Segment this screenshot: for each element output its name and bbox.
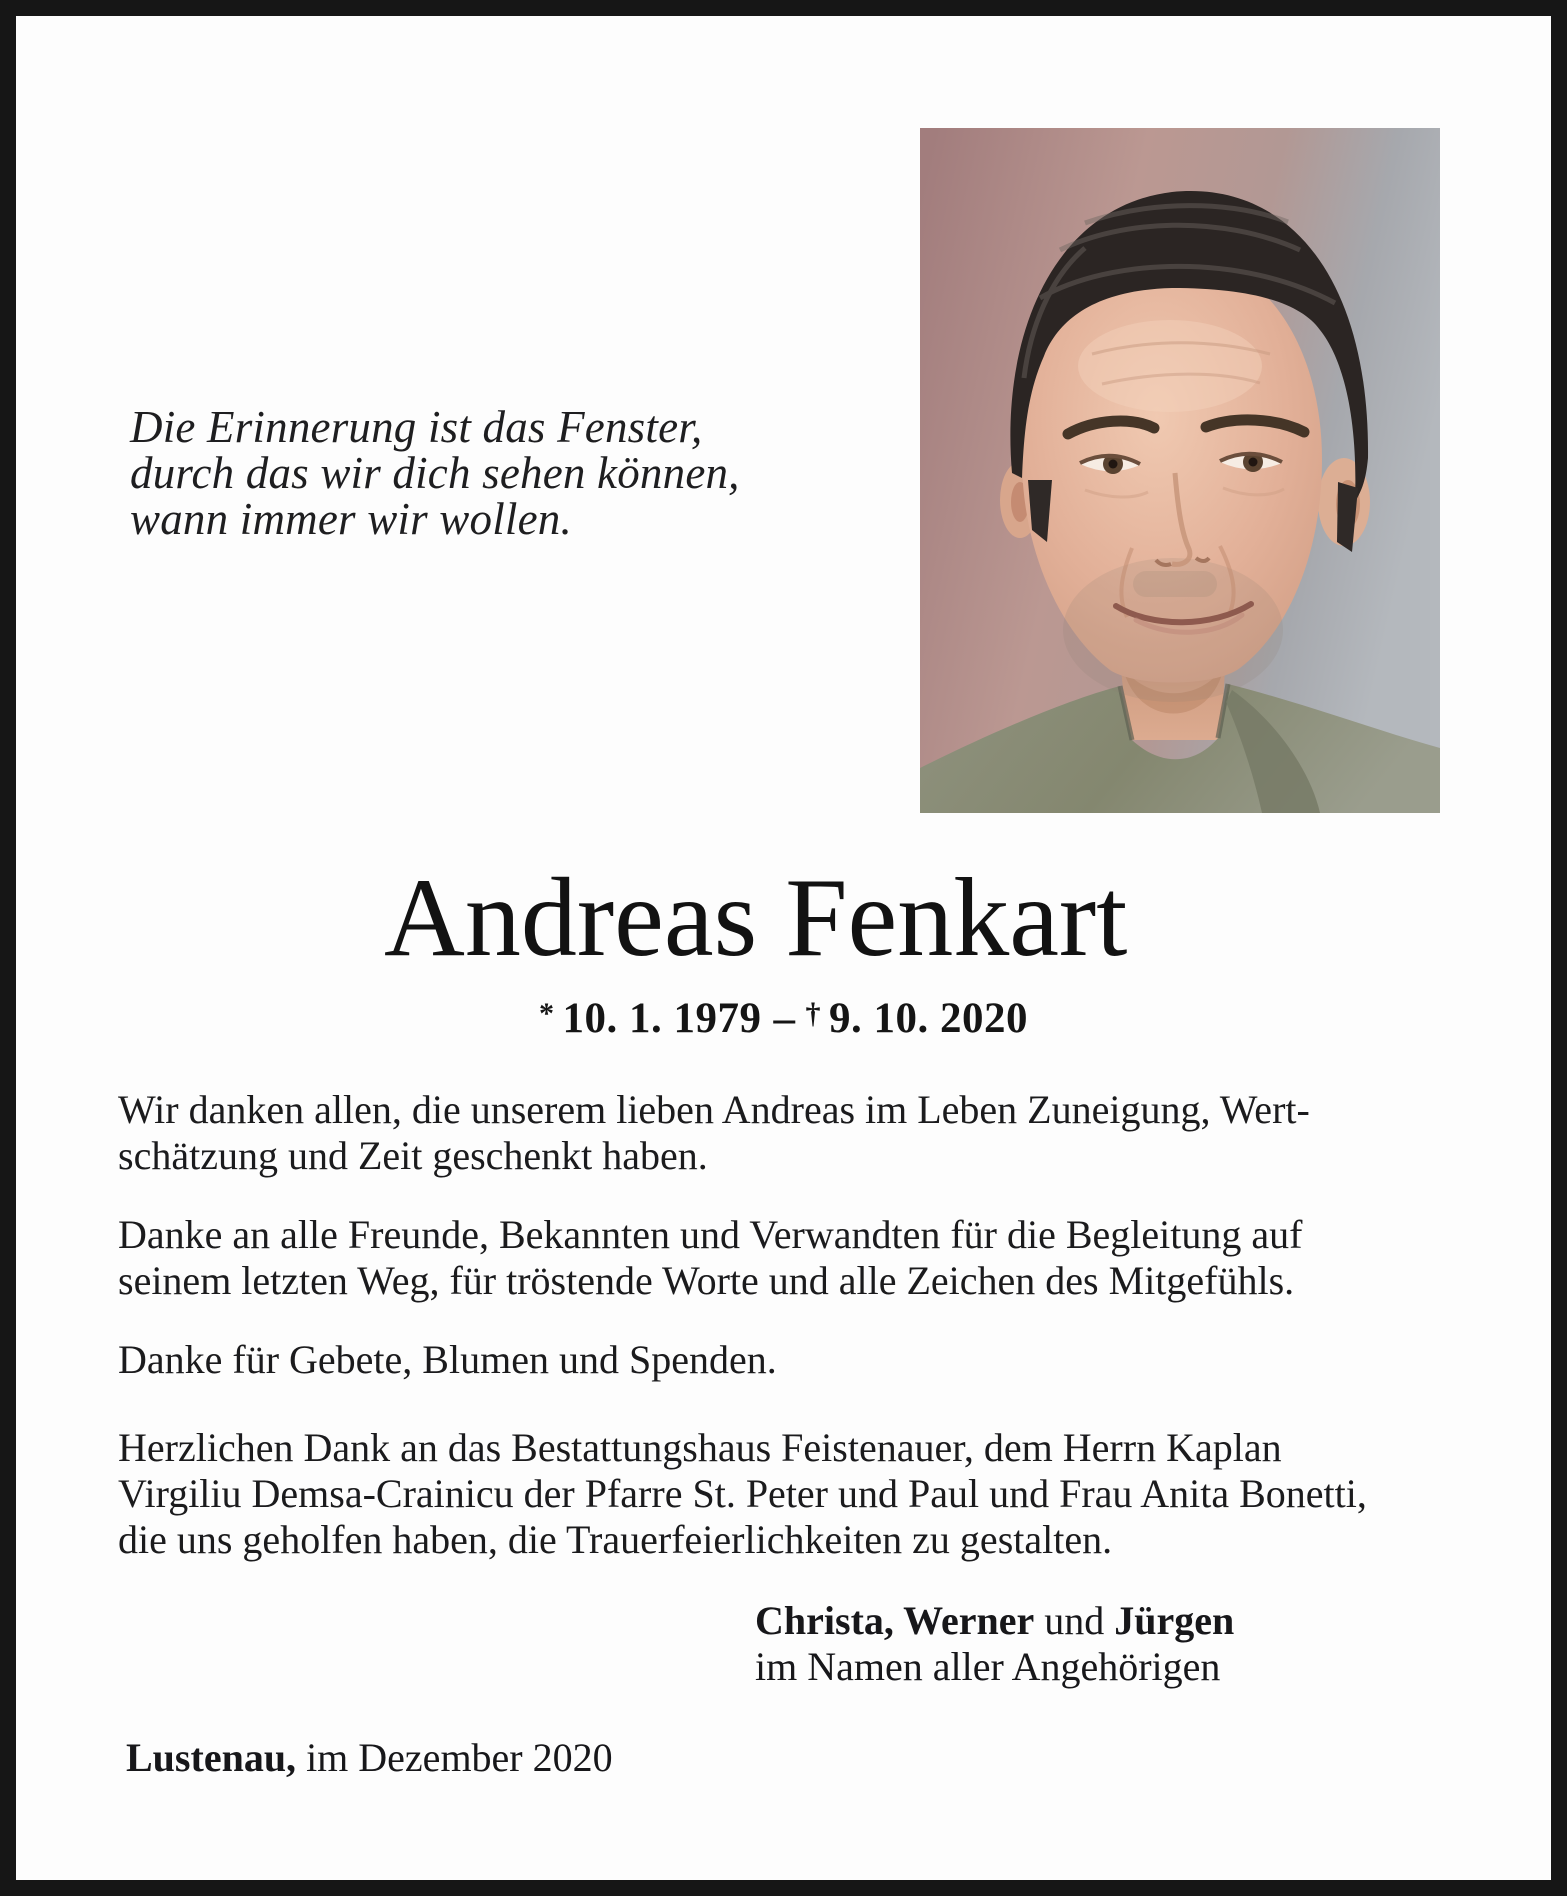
signature-names-primary: Christa, Werner [755, 1598, 1035, 1643]
death-cross-symbol: † [805, 995, 822, 1030]
paragraph-line: die uns geholfen haben, die Trauerfeierlichkeiten zu gestalten. [118, 1517, 1113, 1562]
signature-block [755, 1598, 1234, 1690]
birth-date: 10. 1. 1979 [562, 995, 762, 1042]
quote-line: Die Erinnerung ist das Fenster, [130, 402, 703, 452]
paragraph-line: Danke an alle Freunde, Bekannten und Verwandten für die Begleitung auf [118, 1212, 1303, 1257]
signature-names [755, 1598, 1234, 1644]
thanks-paragraph-funeral [118, 1425, 1440, 1563]
quote-line: durch das wir dich sehen können, [130, 448, 740, 498]
footer-place: Lustenau, [126, 1735, 297, 1780]
paragraph-line: seinem letzten Weg, für tröstende Worte und alle Zeichen des Mitgefühls. [118, 1258, 1295, 1303]
paragraph-line: Danke für Gebete, Blumen und Spenden. [118, 1337, 777, 1382]
signature-subline: im Namen aller Angehörigen [755, 1644, 1221, 1689]
death-date: 9. 10. 2020 [829, 995, 1029, 1042]
upper-lip-shading [1133, 571, 1217, 597]
place-date-line [126, 1735, 613, 1781]
birth-star-symbol: * [538, 995, 555, 1030]
paragraph-line: Wir danken allen, die unserem lieben Andreas im Leben Zuneigung, Wert- [118, 1087, 1310, 1132]
paragraph-line: Herzlichen Dank an das Bestattungshaus Feistenauer, dem Herrn Kaplan [118, 1425, 1282, 1470]
thanks-paragraph-general [118, 1087, 1440, 1179]
signature-connector: und [1044, 1598, 1105, 1643]
portrait-photo [920, 128, 1440, 813]
memorial-quote [130, 404, 740, 542]
footer-date: im Dezember 2020 [306, 1735, 613, 1780]
signature-name-secondary: Jürgen [1114, 1598, 1235, 1643]
date-separator: – [773, 995, 796, 1042]
paragraph-line: Virgiliu Demsa-Crainicu der Pfarre St. Peter und Paul und Frau Anita Bonetti, [118, 1471, 1367, 1516]
thanks-paragraph-donations [118, 1337, 1440, 1383]
forehead-highlight [1078, 320, 1262, 412]
life-dates [0, 995, 1567, 1046]
deceased-name: Andreas Fenkart [384, 856, 1128, 980]
paragraph-line: schätzung und Zeit geschenkt haben. [118, 1133, 708, 1178]
thanks-paragraph-companions [118, 1212, 1440, 1304]
quote-line: wann immer wir wollen. [130, 494, 572, 544]
